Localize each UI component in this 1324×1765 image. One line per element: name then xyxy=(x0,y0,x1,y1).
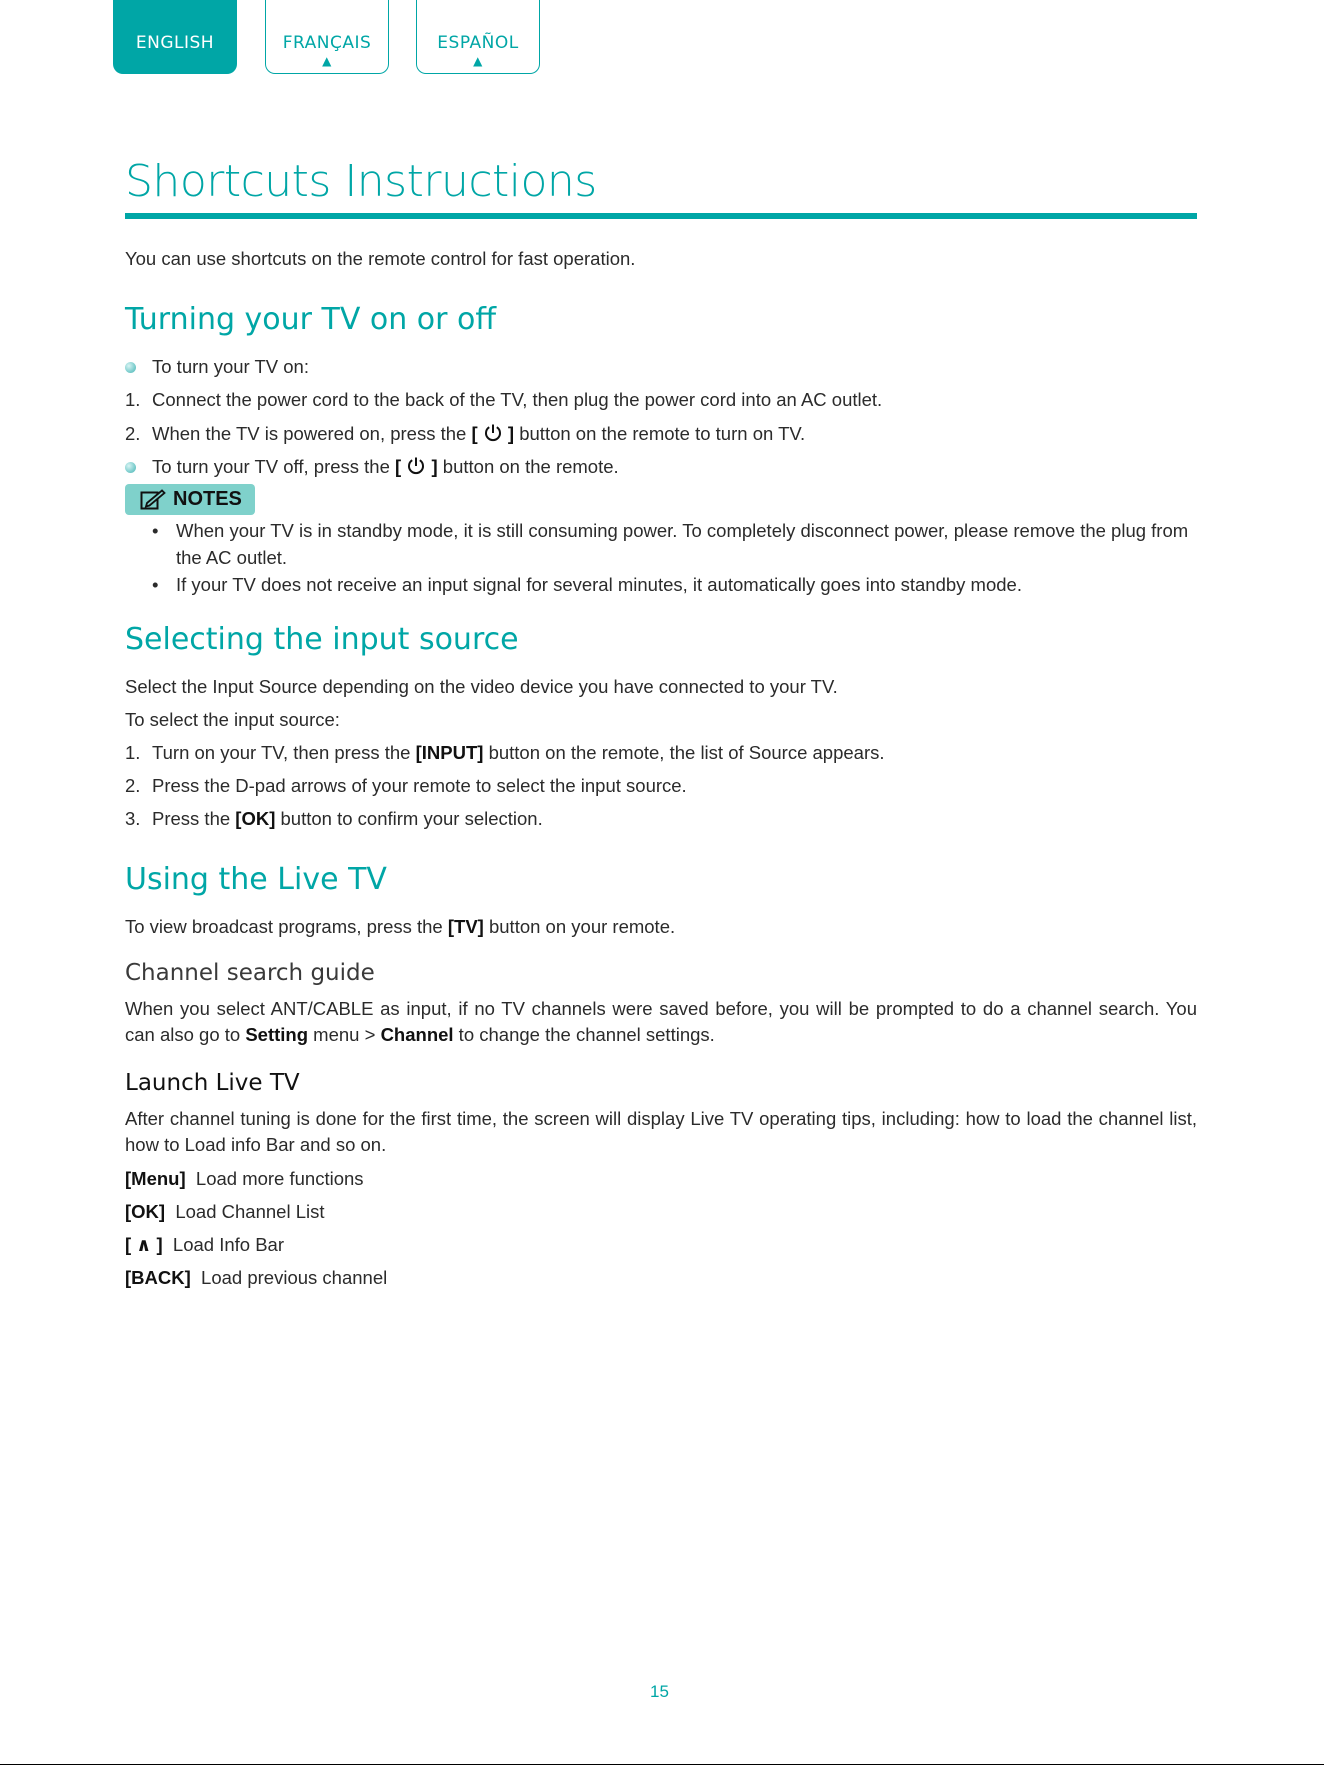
shortcut-key: [OK] xyxy=(125,1201,166,1222)
subheading-channel-search: Channel search guide xyxy=(125,960,375,986)
bullet-icon: • xyxy=(152,574,159,595)
setting-label: Setting xyxy=(245,1024,309,1045)
bullet-icon: • xyxy=(152,520,159,541)
step-text: button on the remote, the list of Source appears. xyxy=(483,742,885,763)
step-text: To turn your TV off, press the xyxy=(152,456,396,477)
power-on-label: To turn your TV on: xyxy=(152,356,309,377)
shortcut-desc: Load previous channel xyxy=(201,1267,388,1288)
channel-search-paragraph xyxy=(125,996,1197,1048)
power-button-key: [ ] xyxy=(471,423,515,444)
bullet-dot-icon xyxy=(125,462,136,473)
triangle-up-icon: ▲ xyxy=(473,54,483,68)
notes-label: NOTES xyxy=(173,488,242,510)
title-divider xyxy=(125,213,1197,219)
shortcut-row xyxy=(125,1232,284,1258)
section-heading-input: Selecting the input source xyxy=(125,622,519,657)
livetv-paragraph xyxy=(125,914,675,940)
shortcut-row xyxy=(125,1199,325,1225)
power-step-2 xyxy=(152,421,805,447)
step-text: button on your remote. xyxy=(483,916,676,937)
step-number: 1. xyxy=(125,389,141,410)
subheading-launch-livetv: Launch Live TV xyxy=(125,1070,300,1096)
tab-label: ESPAÑOL xyxy=(437,33,519,53)
shortcut-desc: Load Channel List xyxy=(175,1201,325,1222)
step-text: When the TV is powered on, press the xyxy=(152,423,472,444)
launch-livetv-paragraph: After channel tuning is done for the first time, the screen will display Live TV operating tips, including: how to load the channel list, how to Load info Bar and so on. xyxy=(125,1108,1197,1155)
step-text: To view broadcast programs, press the xyxy=(125,916,448,937)
section-heading-livetv: Using the Live TV xyxy=(125,862,387,897)
tab-label: FRANÇAIS xyxy=(282,33,372,53)
input-paragraph-2: To select the input source: xyxy=(125,709,340,730)
shortcut-row xyxy=(125,1265,387,1291)
page-title: Shortcuts Instructions xyxy=(125,156,597,207)
input-step-1 xyxy=(152,740,885,766)
power-button-key: [ ] xyxy=(395,456,438,477)
step-number: 3. xyxy=(125,808,141,829)
step-text: button on the remote to turn on TV. xyxy=(514,423,806,444)
step-text: button on the remote. xyxy=(437,456,619,477)
power-step-1: Connect the power cord to the back of the TV, then plug the power cord into an AC outlet. xyxy=(152,389,883,410)
step-number: 1. xyxy=(125,742,141,763)
triangle-up-icon: ▲ xyxy=(322,54,332,68)
note-1: When your TV is in standby mode, it is still consuming power. To completely disconnect power, please remove the plug from the AC outlet. xyxy=(176,520,1189,568)
power-icon xyxy=(406,456,426,476)
shortcut-key: [BACK] xyxy=(125,1267,191,1288)
note-2: If your TV does not receive an input signal for several minutes, it automatically goes into standby mode. xyxy=(176,574,1022,595)
notes-badge xyxy=(125,484,255,515)
shortcut-desc: Load Info Bar xyxy=(172,1234,284,1255)
bullet-dot-icon xyxy=(125,362,136,373)
key-label: [INPUT] xyxy=(415,742,484,763)
power-off-text xyxy=(152,454,619,480)
step-number: 2. xyxy=(125,423,141,444)
step-text: Press the xyxy=(152,808,236,829)
tab-label: ENGLISH xyxy=(135,33,215,53)
shortcut-key: [Menu] xyxy=(125,1168,186,1189)
key-label: [OK] xyxy=(235,808,276,829)
channel-label: Channel xyxy=(380,1024,454,1045)
input-step-2: Press the D-pad arrows of your remote to select the input source. xyxy=(152,775,687,796)
edit-note-icon xyxy=(140,489,166,511)
step-number: 2. xyxy=(125,775,141,796)
paragraph-text: to change the channel settings. xyxy=(453,1024,715,1045)
input-paragraph-1: Select the Input Source depending on the video device you have connected to your TV. xyxy=(125,676,838,697)
page-number: 15 xyxy=(650,1682,669,1701)
paragraph-text: menu > xyxy=(308,1024,381,1045)
paragraph-text: When you select ANT/CABLE as input, if no TV channels were saved before, you will be prompted to do a channel search. You can also go to xyxy=(125,998,1197,1045)
shortcut-desc: Load more functions xyxy=(195,1168,364,1189)
power-icon xyxy=(483,423,503,443)
key-label: [TV] xyxy=(447,916,484,937)
tab-espanol[interactable] xyxy=(416,0,540,74)
tab-english[interactable] xyxy=(113,0,237,74)
shortcut-key: [ ∧ ] xyxy=(125,1234,163,1255)
step-text: Turn on your TV, then press the xyxy=(152,742,416,763)
step-text: button to confirm your selection. xyxy=(275,808,543,829)
input-step-3 xyxy=(152,806,543,832)
intro-text: You can use shortcuts on the remote control for fast operation. xyxy=(125,248,636,269)
shortcut-row xyxy=(125,1166,364,1192)
tab-francais[interactable] xyxy=(265,0,389,74)
section-heading-power: Turning your TV on or off xyxy=(125,302,497,337)
